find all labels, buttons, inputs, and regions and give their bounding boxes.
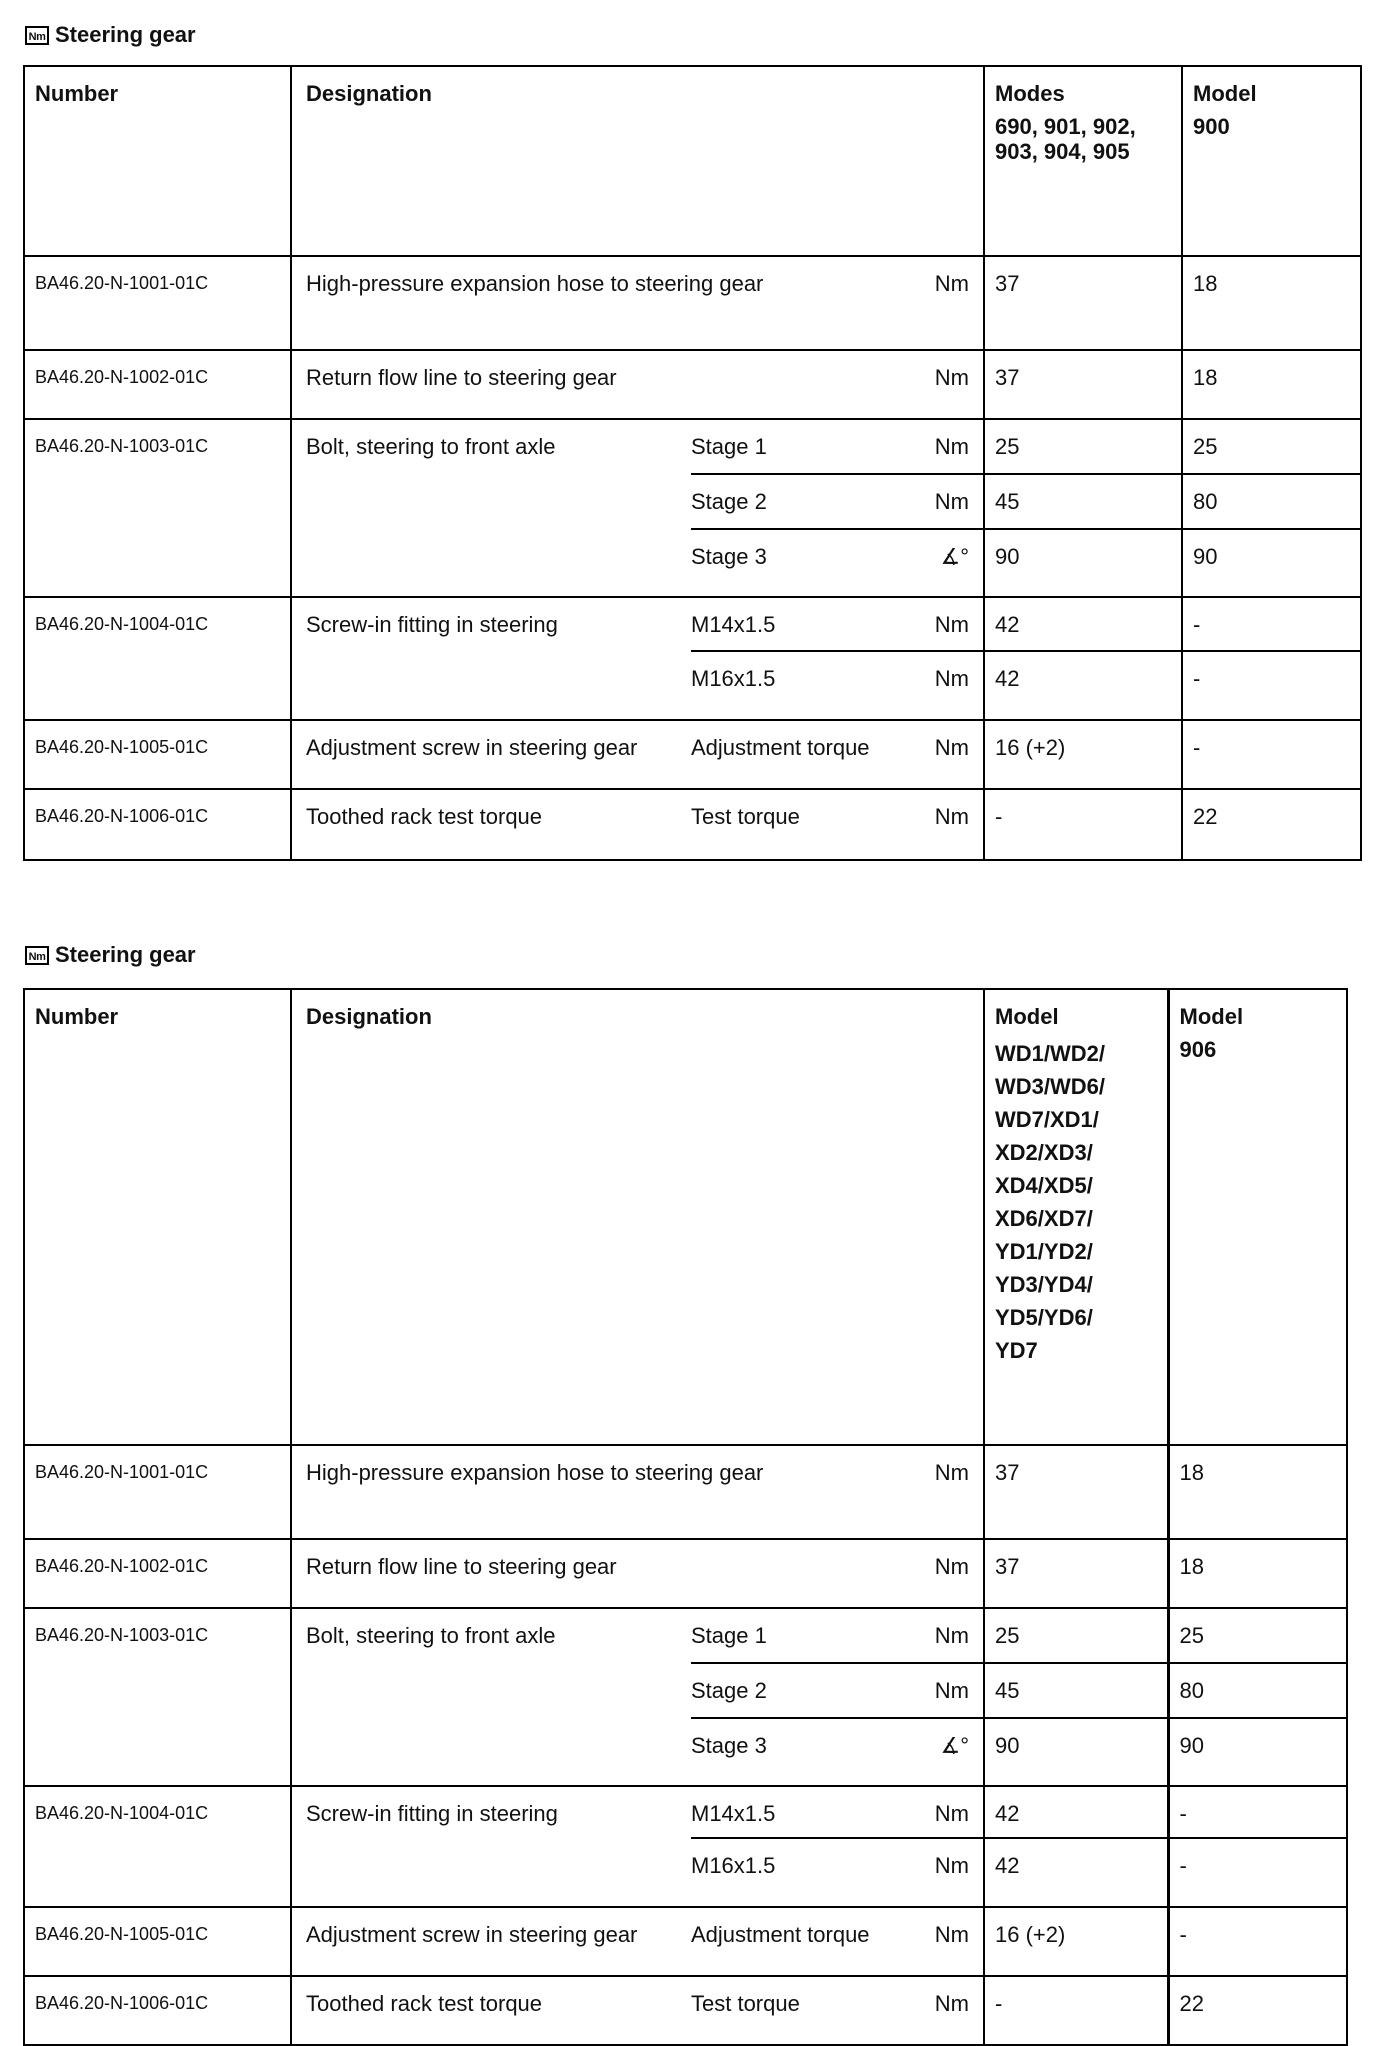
- table-row: [24, 1786, 1347, 1838]
- header-col2: [1168, 989, 1347, 1445]
- table-row: [24, 720, 1361, 789]
- row-value-1: 42: [984, 1786, 1168, 1838]
- table-row: [24, 1608, 1347, 1663]
- row-stage: Adjustment torque: [691, 720, 891, 789]
- row-stage: Stage 2: [691, 1663, 891, 1718]
- row-stage: Test torque: [691, 1976, 891, 2045]
- table-row: [24, 789, 1361, 860]
- row-unit: Nm: [891, 256, 984, 350]
- row-stage: Stage 1: [691, 419, 891, 474]
- header-designation: Designation: [291, 66, 891, 256]
- row-unit: Nm: [891, 1663, 984, 1718]
- row-unit: Nm: [891, 720, 984, 789]
- row-stage: M16x1.5: [691, 1838, 891, 1907]
- header-col1-models: 690, 901, 902, 903, 904, 905: [995, 114, 1136, 164]
- row-value-2: -: [1168, 1907, 1347, 1976]
- row-number: BA46.20-N-1001-01C: [24, 256, 291, 350]
- row-stage: Adjustment torque: [691, 1907, 891, 1976]
- row-unit: Nm: [891, 1838, 984, 1907]
- row-designation: Bolt, steering to front axle: [291, 1608, 691, 1786]
- nm-icon: Nm: [25, 26, 49, 45]
- row-value-1: 37: [984, 350, 1182, 419]
- section-title-text: Steering gear: [55, 22, 196, 47]
- row-value-1: 37: [984, 256, 1182, 350]
- table-header-row: [24, 66, 1361, 256]
- row-number: BA46.20-N-1005-01C: [24, 720, 291, 789]
- row-value-2: 90: [1182, 529, 1361, 597]
- table-header-row: [24, 989, 1347, 1445]
- row-value-1: 25: [984, 1608, 1168, 1663]
- header-col2-title: Model: [1193, 81, 1257, 106]
- row-unit: Nm: [891, 789, 984, 860]
- table-row: [24, 597, 1361, 651]
- row-value-2: 18: [1182, 256, 1361, 350]
- row-value-1: 37: [984, 1539, 1168, 1608]
- row-value-2: 22: [1182, 789, 1361, 860]
- row-value-1: 42: [984, 651, 1182, 720]
- row-designation: Screw-in fitting in steering: [291, 597, 691, 720]
- row-value-2: 80: [1168, 1663, 1347, 1718]
- row-number: BA46.20-N-1003-01C: [24, 419, 291, 597]
- row-stage: M16x1.5: [691, 651, 891, 720]
- row-stage: M14x1.5: [691, 597, 891, 651]
- row-unit: Nm: [891, 350, 984, 419]
- row-stage: M14x1.5: [691, 1786, 891, 1838]
- header-number: Number: [24, 989, 291, 1445]
- row-designation: Screw-in fitting in steering: [291, 1786, 691, 1907]
- row-number: BA46.20-N-1004-01C: [24, 1786, 291, 1907]
- table-row: [24, 350, 1361, 419]
- row-value-1: 42: [984, 1838, 1168, 1907]
- row-value-2: 18: [1182, 350, 1361, 419]
- table-row: [24, 256, 1361, 350]
- row-stage: Stage 3: [691, 529, 891, 597]
- row-value-2: -: [1168, 1838, 1347, 1907]
- row-value-2: 18: [1168, 1445, 1347, 1539]
- row-stage: Stage 1: [691, 1608, 891, 1663]
- row-designation: Return flow line to steering gear: [291, 350, 891, 419]
- row-designation: Toothed rack test torque: [291, 789, 691, 860]
- header-col2-title: Model: [1179, 1004, 1244, 1029]
- angle-icon: ∡°: [891, 1718, 984, 1786]
- header-col1-title: Modes: [995, 81, 1065, 106]
- row-value-2: -: [1182, 720, 1361, 789]
- header-col1: [984, 989, 1168, 1445]
- row-number: BA46.20-N-1001-01C: [24, 1445, 291, 1539]
- row-unit: Nm: [891, 1539, 984, 1608]
- row-unit: Nm: [891, 1608, 984, 1663]
- angle-icon: ∡°: [891, 529, 984, 597]
- row-stage: Stage 2: [691, 474, 891, 529]
- row-number: BA46.20-N-1004-01C: [24, 597, 291, 720]
- row-designation: Bolt, steering to front axle: [291, 419, 691, 597]
- header-col2-models: 906: [1179, 1037, 1217, 1062]
- row-value-2: 25: [1168, 1608, 1347, 1663]
- row-designation: Adjustment screw in steering gear: [291, 720, 691, 789]
- row-value-1: 16 (+2): [984, 720, 1182, 789]
- row-number: BA46.20-N-1006-01C: [24, 1976, 291, 2045]
- row-value-2: 25: [1182, 419, 1361, 474]
- header-col2-models: 900: [1193, 114, 1230, 139]
- row-designation: Adjustment screw in steering gear: [291, 1907, 691, 1976]
- header-col1-title: Model: [995, 1004, 1059, 1029]
- row-value-1: 16 (+2): [984, 1907, 1168, 1976]
- row-number: BA46.20-N-1003-01C: [24, 1608, 291, 1786]
- row-designation: Toothed rack test torque: [291, 1976, 691, 2045]
- row-value-2: 22: [1168, 1976, 1347, 2045]
- header-col1-models: WD1/WD2/ WD3/WD6/ WD7/XD1/ XD2/XD3/ XD4/XD5/ XD6/XD7/ YD1/YD2/ YD3/YD4/ YD5/YD6/ YD7: [995, 1041, 1105, 1363]
- row-number: BA46.20-N-1006-01C: [24, 789, 291, 860]
- row-unit: Nm: [891, 1786, 984, 1838]
- row-value-2: -: [1182, 597, 1361, 651]
- row-stage: Stage 3: [691, 1718, 891, 1786]
- row-unit: Nm: [891, 651, 984, 720]
- header-col1: [984, 66, 1182, 256]
- row-value-2: -: [1168, 1786, 1347, 1838]
- row-unit: Nm: [891, 1445, 984, 1539]
- row-number: BA46.20-N-1002-01C: [24, 350, 291, 419]
- row-number: BA46.20-N-1002-01C: [24, 1539, 291, 1608]
- section-title-text: Steering gear: [55, 942, 196, 967]
- row-value-1: 25: [984, 419, 1182, 474]
- nm-icon: Nm: [25, 946, 49, 965]
- row-value-1: 45: [984, 1663, 1168, 1718]
- section-1-title: [25, 20, 196, 50]
- row-value-1: 37: [984, 1445, 1168, 1539]
- torque-table-1: [23, 65, 1362, 861]
- row-value-1: 42: [984, 597, 1182, 651]
- row-designation: High-pressure expansion hose to steering gear: [291, 256, 891, 350]
- row-unit: Nm: [891, 474, 984, 529]
- row-value-2: 90: [1168, 1718, 1347, 1786]
- row-stage: Test torque: [691, 789, 891, 860]
- header-col2: [1182, 66, 1361, 256]
- row-value-2: 80: [1182, 474, 1361, 529]
- table-row: [24, 419, 1361, 474]
- header-designation: Designation: [291, 989, 891, 1445]
- row-value-1: -: [984, 1976, 1168, 2045]
- table-row: [24, 1907, 1347, 1976]
- row-unit: Nm: [891, 419, 984, 474]
- row-value-2: 18: [1168, 1539, 1347, 1608]
- header-number: Number: [24, 66, 291, 256]
- row-designation: High-pressure expansion hose to steering gear: [291, 1445, 891, 1539]
- row-unit: Nm: [891, 597, 984, 651]
- table-row: [24, 1539, 1347, 1608]
- row-number: BA46.20-N-1005-01C: [24, 1907, 291, 1976]
- row-designation: Return flow line to steering gear: [291, 1539, 891, 1608]
- row-unit: Nm: [891, 1976, 984, 2045]
- row-value-1: 90: [984, 529, 1182, 597]
- row-value-1: 45: [984, 474, 1182, 529]
- row-value-1: -: [984, 789, 1182, 860]
- row-value-1: 90: [984, 1718, 1168, 1786]
- table-row: [24, 1445, 1347, 1539]
- torque-table-2: [23, 988, 1348, 2046]
- row-unit: Nm: [891, 1907, 984, 1976]
- table-row: [24, 1976, 1347, 2045]
- row-value-2: -: [1182, 651, 1361, 720]
- section-2-title: [25, 940, 196, 970]
